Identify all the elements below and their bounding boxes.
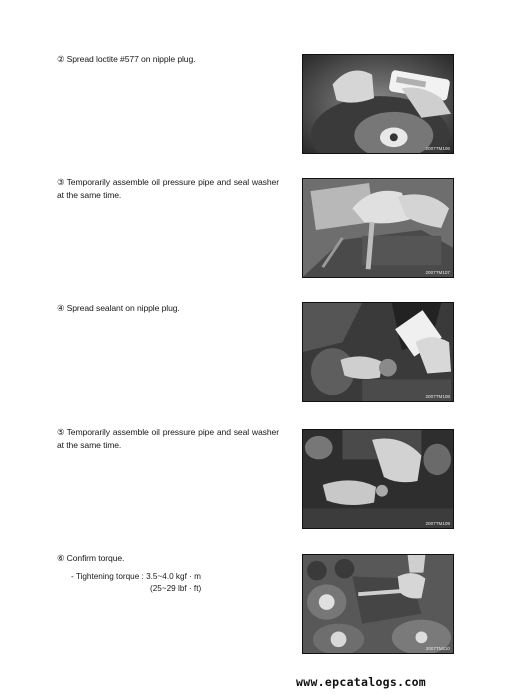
step-4-photo: [302, 302, 454, 402]
step-4-photo-image: [303, 303, 453, 401]
tightening-torque-line: - Tightening torque : 3.5~4.0 kgf · m: [71, 572, 201, 581]
step-3-photo: [302, 178, 454, 278]
step-2-photo: [302, 54, 454, 154]
step-3-text: [57, 176, 279, 202]
step-4-number: ④: [57, 303, 65, 313]
step-4-text: [57, 302, 279, 315]
step-2-photo-caption: 2007TM106: [425, 146, 450, 151]
step-6-photo: [302, 554, 454, 654]
step-2-text: [57, 53, 279, 66]
step-3-photo-caption: 2007TM107: [425, 270, 450, 275]
step-3-number: ③: [57, 177, 65, 187]
step-5-number: ⑤: [57, 427, 65, 437]
step-5-instruction: Temporarily assemble oil pressure pipe and seal washer at the same time.: [57, 427, 279, 450]
step-6-number: ⑥: [57, 553, 65, 563]
step-5-photo: [302, 429, 454, 529]
step-2-instruction: Spread loctite #577 on nipple plug.: [66, 54, 196, 64]
step-5-photo-image: [303, 430, 453, 528]
step-6-photo-image: [303, 555, 453, 653]
step-6-text: [57, 552, 279, 565]
step-3-photo-image: [303, 179, 453, 277]
step-6-photo-caption: 2007TM110: [425, 646, 450, 651]
footer-site-link[interactable]: www.epcatalogs.com: [296, 675, 427, 689]
step-6-instruction: Confirm torque.: [66, 553, 125, 563]
tightening-torque-imperial: (25~29 lbf · ft): [150, 584, 202, 593]
step-2-number: ②: [57, 54, 65, 64]
step-5-text: [57, 426, 279, 452]
step-5-photo-caption: 2007TM109: [425, 521, 450, 526]
step-2-photo-image: [303, 55, 453, 153]
step-4-photo-caption: 2007TM108: [425, 394, 450, 399]
step-4-instruction: Spread sealant on nipple plug.: [66, 303, 180, 313]
step-3-instruction: Temporarily assemble oil pressure pipe and seal washer at the same time.: [57, 177, 279, 200]
